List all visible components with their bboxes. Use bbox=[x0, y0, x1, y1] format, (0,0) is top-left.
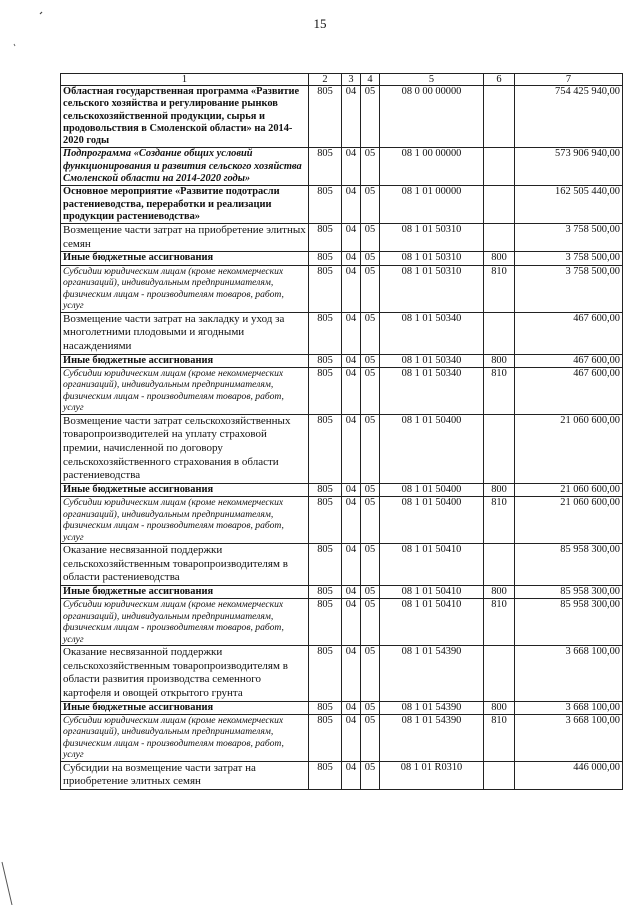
ministry-code-cell: 805 bbox=[309, 599, 342, 646]
ministry-code-cell: 805 bbox=[309, 265, 342, 312]
target-article-cell: 08 1 01 50310 bbox=[380, 265, 484, 312]
row-name-cell: Субсидии юридическим лицам (кроме некоммерческих организаций), индивидуальным предпринимателям, физическим лицам - производителям товаров, работ, услуг bbox=[61, 714, 309, 761]
amount-cell: 85 958 300,00 bbox=[515, 585, 623, 598]
expense-type-cell: 810 bbox=[484, 497, 515, 544]
amount-cell: 754 425 940,00 bbox=[515, 86, 623, 148]
expense-type-cell bbox=[484, 148, 515, 186]
subsection-code-cell: 05 bbox=[361, 599, 380, 646]
header-cell: 6 bbox=[484, 74, 515, 86]
table-row bbox=[61, 224, 623, 252]
section-code-cell: 04 bbox=[342, 646, 361, 701]
target-article-cell: 08 1 01 54390 bbox=[380, 714, 484, 761]
scan-speck bbox=[40, 12, 42, 14]
table-row bbox=[61, 544, 623, 586]
header-cell: 7 bbox=[515, 74, 623, 86]
amount-cell: 21 060 600,00 bbox=[515, 483, 623, 496]
section-code-cell: 04 bbox=[342, 414, 361, 483]
ministry-code-cell: 805 bbox=[309, 646, 342, 701]
expense-type-cell: 810 bbox=[484, 714, 515, 761]
row-name-cell: Иные бюджетные ассигнования bbox=[61, 252, 309, 265]
section-code-cell: 04 bbox=[342, 714, 361, 761]
section-code-cell: 04 bbox=[342, 761, 361, 789]
target-article-cell: 08 1 01 50400 bbox=[380, 483, 484, 496]
ministry-code-cell: 805 bbox=[309, 354, 342, 367]
section-code-cell: 04 bbox=[342, 265, 361, 312]
row-name-cell: Оказание несвязанной поддержки сельскохозяйственным товаропроизводителям в области развития производства семенного картофеля и овощей открытого грунта bbox=[61, 646, 309, 701]
subsection-code-cell: 05 bbox=[361, 86, 380, 148]
row-name-cell: Оказание несвязанной поддержки сельскохозяйственным товаропроизводителям в области растениеводства bbox=[61, 544, 309, 586]
subsection-code-cell: 05 bbox=[361, 148, 380, 186]
row-name-cell: Возмещение части затрат сельскохозяйственных товаропроизводителей на уплату страховой премии, начисленной по договору сельскохозяйственного страхования в области растениеводства bbox=[61, 414, 309, 483]
expense-type-cell: 810 bbox=[484, 367, 515, 414]
target-article-cell: 08 1 01 54390 bbox=[380, 646, 484, 701]
scan-speck bbox=[14, 44, 15, 46]
ministry-code-cell: 805 bbox=[309, 544, 342, 586]
header-cell: 5 bbox=[380, 74, 484, 86]
ministry-code-cell: 805 bbox=[309, 312, 342, 354]
table-row bbox=[61, 367, 623, 414]
section-code-cell: 04 bbox=[342, 367, 361, 414]
ministry-code-cell: 805 bbox=[309, 414, 342, 483]
expense-type-cell: 800 bbox=[484, 252, 515, 265]
target-article-cell: 08 1 01 50340 bbox=[380, 312, 484, 354]
section-code-cell: 04 bbox=[342, 252, 361, 265]
target-article-cell: 08 1 01 50310 bbox=[380, 224, 484, 252]
target-article-cell: 08 1 01 R0310 bbox=[380, 761, 484, 789]
section-code-cell: 04 bbox=[342, 701, 361, 714]
subsection-code-cell: 05 bbox=[361, 483, 380, 496]
row-name-cell: Иные бюджетные ассигнования bbox=[61, 585, 309, 598]
amount-cell: 467 600,00 bbox=[515, 367, 623, 414]
ministry-code-cell: 805 bbox=[309, 224, 342, 252]
expense-type-cell: 800 bbox=[484, 354, 515, 367]
subsection-code-cell: 05 bbox=[361, 714, 380, 761]
page-number: 15 bbox=[313, 16, 327, 31]
table-row bbox=[61, 186, 623, 224]
amount-cell: 3 758 500,00 bbox=[515, 265, 623, 312]
header-cell: 3 bbox=[342, 74, 361, 86]
section-code-cell: 04 bbox=[342, 599, 361, 646]
subsection-code-cell: 05 bbox=[361, 585, 380, 598]
row-name-cell: Субсидии юридическим лицам (кроме некоммерческих организаций), индивидуальным предпринимателям, физическим лицам - производителям товаров, работ, услуг bbox=[61, 367, 309, 414]
ministry-code-cell: 805 bbox=[309, 483, 342, 496]
table-header-row bbox=[61, 74, 623, 86]
row-name-cell: Субсидии юридическим лицам (кроме некоммерческих организаций), индивидуальным предпринимателям, физическим лицам - производителям товаров, работ, услуг bbox=[61, 265, 309, 312]
ministry-code-cell: 805 bbox=[309, 186, 342, 224]
target-article-cell: 08 1 01 50310 bbox=[380, 252, 484, 265]
amount-cell: 3 668 100,00 bbox=[515, 646, 623, 701]
subsection-code-cell: 05 bbox=[361, 186, 380, 224]
target-article-cell: 08 1 01 50340 bbox=[380, 367, 484, 414]
expense-type-cell bbox=[484, 86, 515, 148]
subsection-code-cell: 05 bbox=[361, 646, 380, 701]
amount-cell: 85 958 300,00 bbox=[515, 544, 623, 586]
target-article-cell: 08 1 01 50340 bbox=[380, 354, 484, 367]
table-row bbox=[61, 86, 623, 148]
row-name-cell: Возмещение части затрат на приобретение элитных семян bbox=[61, 224, 309, 252]
amount-cell: 3 668 100,00 bbox=[515, 701, 623, 714]
row-name-cell: Субсидии на возмещение части затрат на приобретение элитных семян bbox=[61, 761, 309, 789]
expense-type-cell bbox=[484, 544, 515, 586]
amount-cell: 162 505 440,00 bbox=[515, 186, 623, 224]
ministry-code-cell: 805 bbox=[309, 714, 342, 761]
table-row bbox=[61, 312, 623, 354]
subsection-code-cell: 05 bbox=[361, 312, 380, 354]
table-row bbox=[61, 265, 623, 312]
table-row bbox=[61, 354, 623, 367]
table-row bbox=[61, 585, 623, 598]
table-row bbox=[61, 599, 623, 646]
table-row bbox=[61, 483, 623, 496]
row-name-cell: Субсидии юридическим лицам (кроме некоммерческих организаций), индивидуальным предпринимателям, физическим лицам - производителям товаров, работ, услуг bbox=[61, 497, 309, 544]
target-article-cell: 08 1 01 50400 bbox=[380, 414, 484, 483]
row-name-cell: Иные бюджетные ассигнования bbox=[61, 701, 309, 714]
section-code-cell: 04 bbox=[342, 497, 361, 544]
subsection-code-cell: 05 bbox=[361, 414, 380, 483]
ministry-code-cell: 805 bbox=[309, 761, 342, 789]
amount-cell: 467 600,00 bbox=[515, 312, 623, 354]
subsection-code-cell: 05 bbox=[361, 354, 380, 367]
amount-cell: 467 600,00 bbox=[515, 354, 623, 367]
header-cell: 4 bbox=[361, 74, 380, 86]
section-code-cell: 04 bbox=[342, 224, 361, 252]
amount-cell: 446 000,00 bbox=[515, 761, 623, 789]
row-name-cell: Возмещение части затрат на закладку и уход за многолетними плодовыми и ягодными насаждениями bbox=[61, 312, 309, 354]
table-row bbox=[61, 252, 623, 265]
amount-cell: 3 758 500,00 bbox=[515, 224, 623, 252]
table-row bbox=[61, 646, 623, 701]
row-name-cell: Субсидии юридическим лицам (кроме некоммерческих организаций), индивидуальным предпринимателям, физическим лицам - производителям товаров, работ, услуг bbox=[61, 599, 309, 646]
table-row bbox=[61, 701, 623, 714]
amount-cell: 573 906 940,00 bbox=[515, 148, 623, 186]
target-article-cell: 08 1 01 50410 bbox=[380, 599, 484, 646]
row-name-cell: Основное мероприятие «Развитие подотрасли растениеводства, переработки и реализации продукции растениеводства» bbox=[61, 186, 309, 224]
ministry-code-cell: 805 bbox=[309, 497, 342, 544]
expense-type-cell: 800 bbox=[484, 483, 515, 496]
expense-type-cell: 810 bbox=[484, 265, 515, 312]
table-row bbox=[61, 497, 623, 544]
expense-type-cell bbox=[484, 186, 515, 224]
subsection-code-cell: 05 bbox=[361, 224, 380, 252]
subsection-code-cell: 05 bbox=[361, 544, 380, 586]
ministry-code-cell: 805 bbox=[309, 585, 342, 598]
expense-type-cell: 800 bbox=[484, 585, 515, 598]
table-row bbox=[61, 414, 623, 483]
section-code-cell: 04 bbox=[342, 186, 361, 224]
section-code-cell: 04 bbox=[342, 148, 361, 186]
ministry-code-cell: 805 bbox=[309, 86, 342, 148]
expense-type-cell bbox=[484, 224, 515, 252]
expense-type-cell bbox=[484, 312, 515, 354]
subsection-code-cell: 05 bbox=[361, 761, 380, 789]
expense-type-cell: 810 bbox=[484, 599, 515, 646]
expense-type-cell: 800 bbox=[484, 701, 515, 714]
ministry-code-cell: 805 bbox=[309, 252, 342, 265]
row-name-cell: Областная государственная программа «Развитие сельского хозяйства и регулирование рынков сельскохозяйственной продукции, сырья и продовольствия в Смоленской области» на 2014-2020 годы bbox=[61, 86, 309, 148]
subsection-code-cell: 05 bbox=[361, 265, 380, 312]
expense-type-cell bbox=[484, 646, 515, 701]
subsection-code-cell: 05 bbox=[361, 367, 380, 414]
target-article-cell: 08 1 00 00000 bbox=[380, 148, 484, 186]
ministry-code-cell: 805 bbox=[309, 367, 342, 414]
row-name-cell: Иные бюджетные ассигнования bbox=[61, 354, 309, 367]
target-article-cell: 08 1 01 50400 bbox=[380, 497, 484, 544]
table-row bbox=[61, 714, 623, 761]
subsection-code-cell: 05 bbox=[361, 252, 380, 265]
page-edge-line bbox=[2, 862, 12, 905]
table-row bbox=[61, 761, 623, 789]
ministry-code-cell: 805 bbox=[309, 701, 342, 714]
row-name-cell: Подпрограмма «Создание общих условий функционирования и развития сельского хозяйства Смоленской области на 2014-2020 годы» bbox=[61, 148, 309, 186]
amount-cell: 3 668 100,00 bbox=[515, 714, 623, 761]
target-article-cell: 08 1 01 50410 bbox=[380, 585, 484, 598]
header-cell: 2 bbox=[309, 74, 342, 86]
subsection-code-cell: 05 bbox=[361, 497, 380, 544]
section-code-cell: 04 bbox=[342, 354, 361, 367]
ministry-code-cell: 805 bbox=[309, 148, 342, 186]
amount-cell: 21 060 600,00 bbox=[515, 414, 623, 483]
section-code-cell: 04 bbox=[342, 585, 361, 598]
target-article-cell: 08 1 01 00000 bbox=[380, 186, 484, 224]
section-code-cell: 04 bbox=[342, 483, 361, 496]
target-article-cell: 08 0 00 00000 bbox=[380, 86, 484, 148]
amount-cell: 21 060 600,00 bbox=[515, 497, 623, 544]
section-code-cell: 04 bbox=[342, 86, 361, 148]
amount-cell: 3 758 500,00 bbox=[515, 252, 623, 265]
expense-type-cell bbox=[484, 414, 515, 483]
expense-type-cell bbox=[484, 761, 515, 789]
amount-cell: 85 958 300,00 bbox=[515, 599, 623, 646]
row-name-cell: Иные бюджетные ассигнования bbox=[61, 483, 309, 496]
subsection-code-cell: 05 bbox=[361, 701, 380, 714]
header-cell: 1 bbox=[61, 74, 309, 86]
table-row bbox=[61, 148, 623, 186]
target-article-cell: 08 1 01 54390 bbox=[380, 701, 484, 714]
target-article-cell: 08 1 01 50410 bbox=[380, 544, 484, 586]
section-code-cell: 04 bbox=[342, 544, 361, 586]
section-code-cell: 04 bbox=[342, 312, 361, 354]
budget-table bbox=[60, 73, 623, 790]
